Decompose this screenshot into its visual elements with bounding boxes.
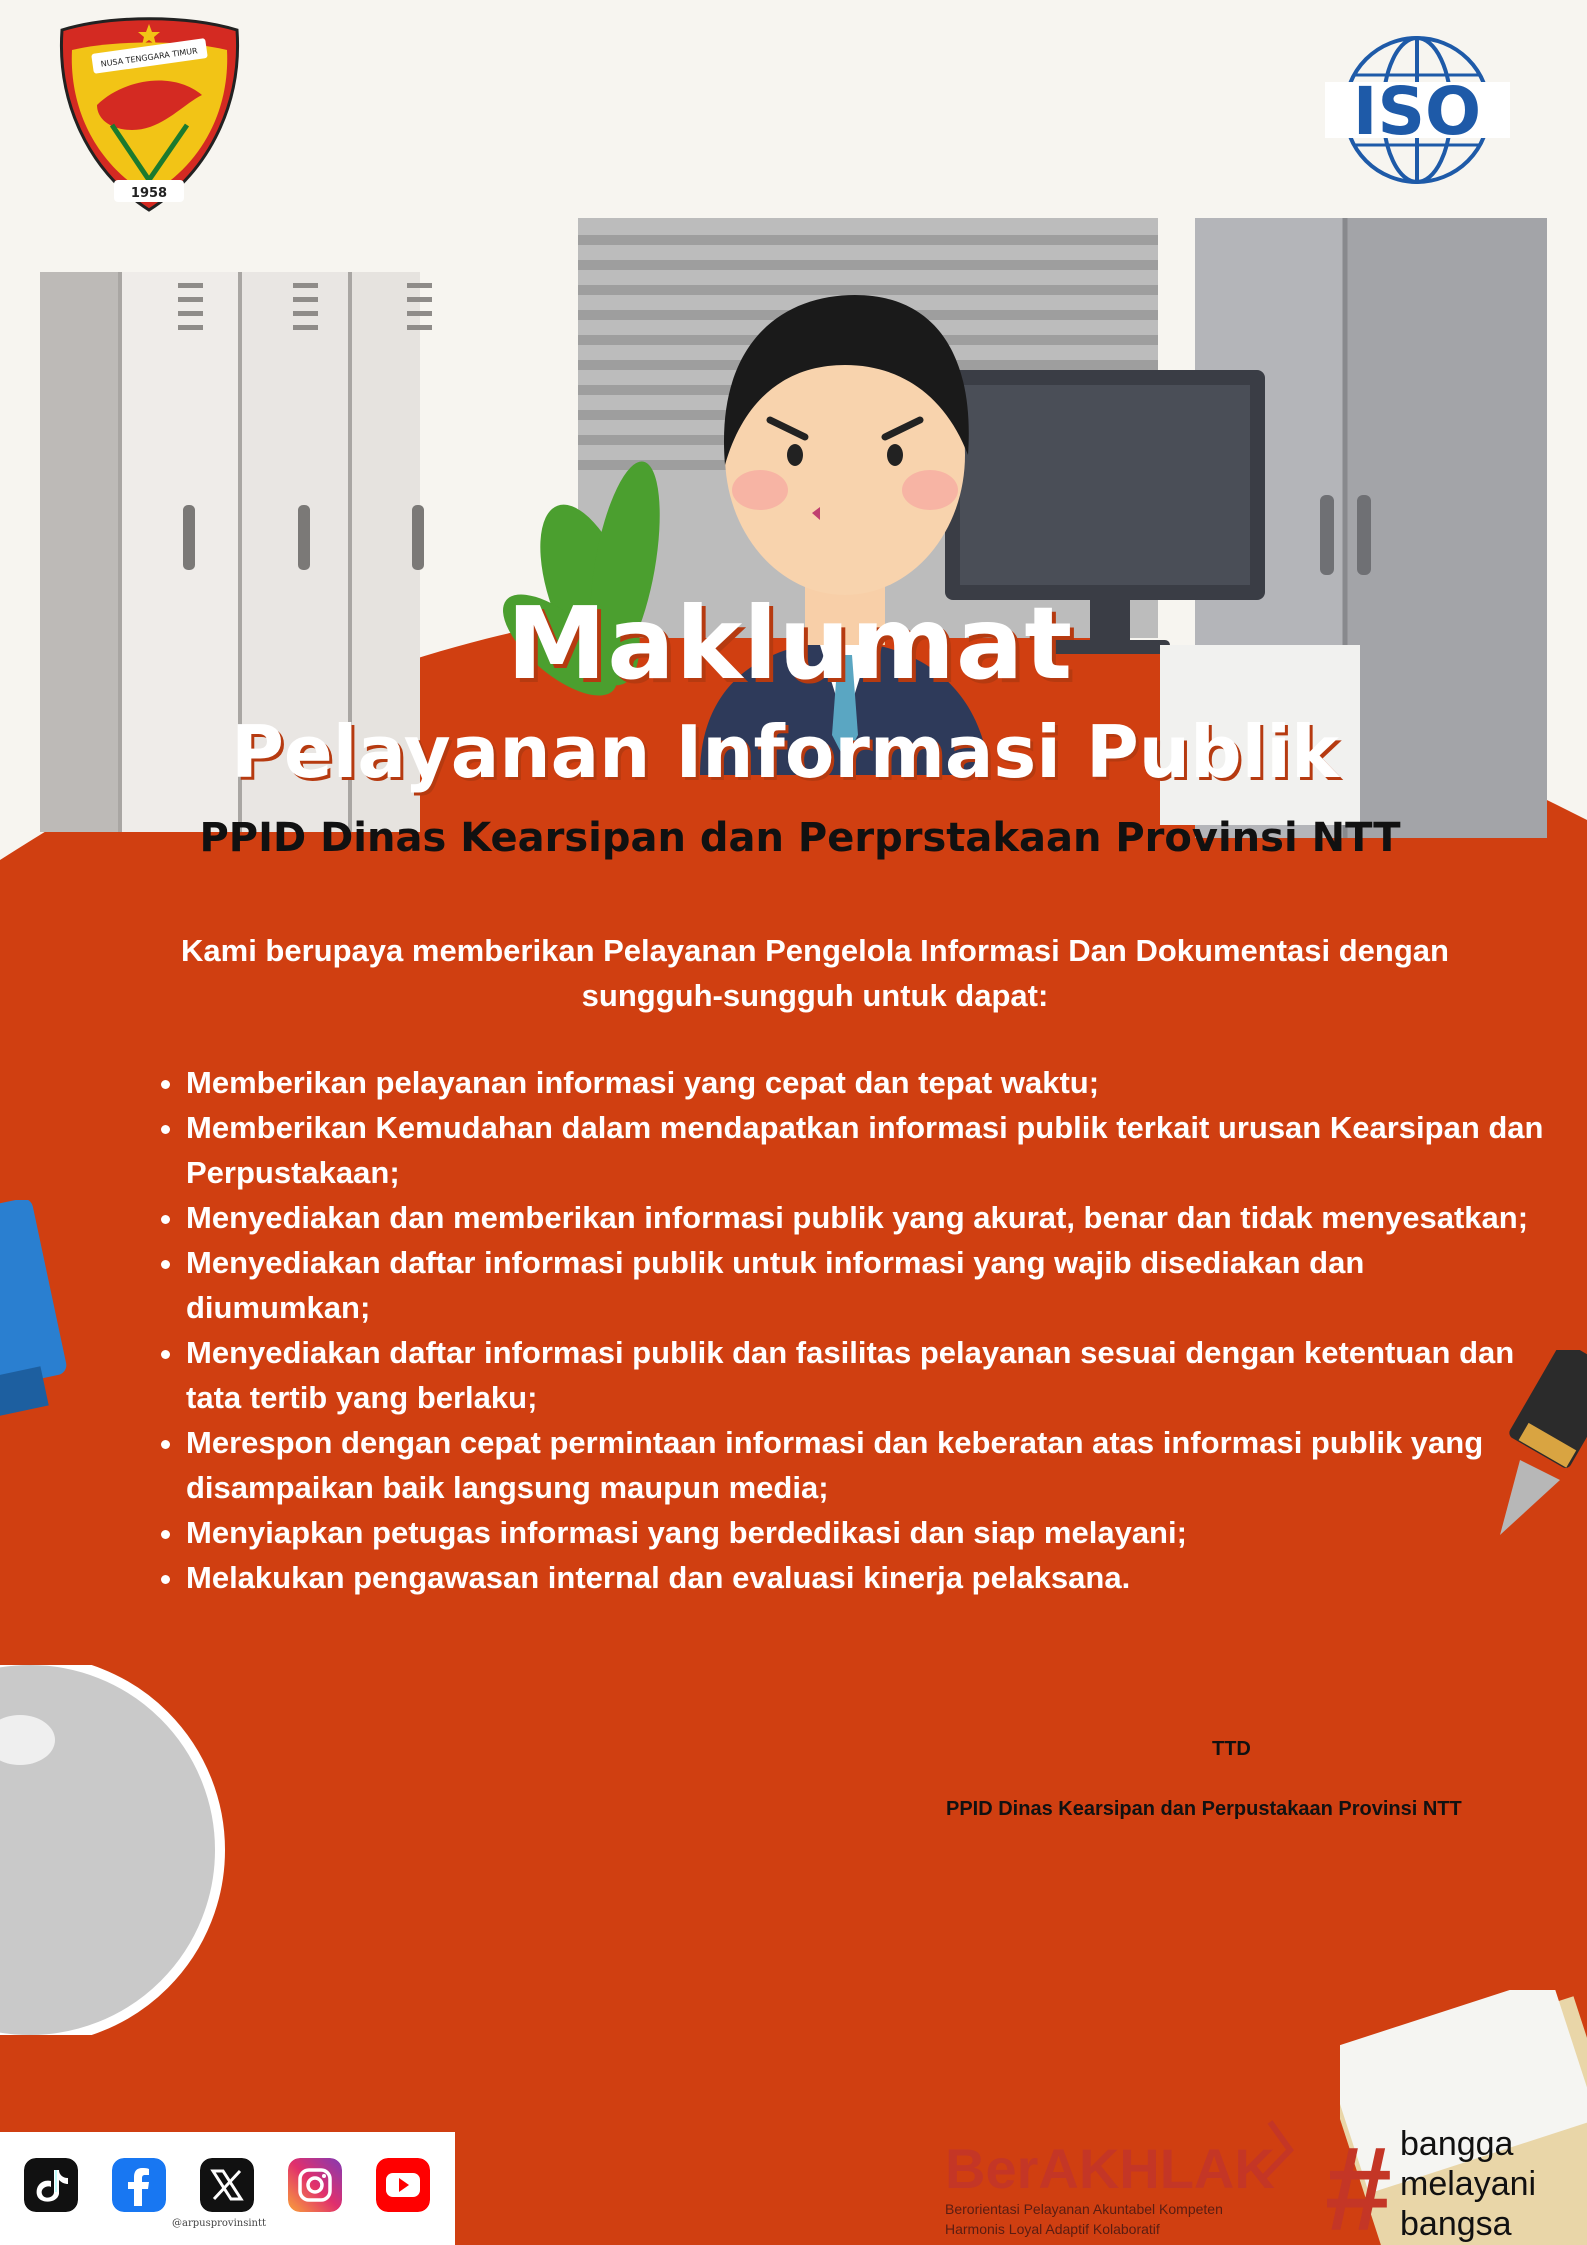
bangga-melayani-bangsa-logo [1325, 2115, 1587, 2245]
signature-ttd: TTD [1212, 1738, 1251, 1760]
svg-text:BerAKHLAK: BerAKHLAK [945, 2137, 1275, 2200]
iso-logo [1320, 30, 1515, 190]
instagram-icon[interactable] [288, 2158, 342, 2212]
svg-text:NUSA TENGGARA TIMUR: NUSA TENGGARA TIMUR [100, 46, 199, 69]
intro-paragraph: Kami berupaya memberikan Pelayanan Pengelola Informasi Dan Dokumentasi dengan sungguh-sungguh untuk dapat: [181, 933, 1449, 1013]
x-icon[interactable] [200, 2158, 254, 2212]
svg-text:bangga: bangga [1400, 2125, 1514, 2163]
svg-text:1958: 1958 [130, 186, 168, 201]
list-item: • Menyediakan daftar informasi publik untuk informasi yang wajib disediakan dan diumumkan; [186, 1240, 1546, 1330]
page-subtitle: Pelayanan Informasi Publik [231, 710, 1339, 794]
youtube-icon[interactable] [376, 2158, 430, 2212]
svg-text:ISO: ISO [1352, 73, 1482, 150]
svg-text:Berorientasi Pelayanan Akuntab: Berorientasi Pelayanan Akuntabel Kompeten [945, 2201, 1223, 2217]
list-item: • Menyediakan dan memberikan informasi publik yang akurat, benar dan tidak menyesatkan; [186, 1195, 1546, 1240]
list-item: • Merespon dengan cepat permintaan informasi dan keberatan atas informasi publik yang disampaikan baik langsung maupun media; [186, 1420, 1546, 1510]
ntt-province-emblem [52, 10, 247, 215]
globe-decoration [0, 1665, 230, 2035]
list-item: • Melakukan pengawasan internal dan evaluasi kinerja pelaksana. [186, 1555, 1546, 1600]
svg-text:#: # [1325, 2122, 1392, 2245]
list-item: • Menyiapkan petugas informasi yang berdedikasi dan siap melayani; [186, 1510, 1546, 1555]
office-illustration [0, 215, 1587, 915]
page-title: Maklumat [506, 585, 1074, 702]
facebook-icon[interactable] [112, 2158, 166, 2212]
list-item: • Menyediakan daftar informasi publik dan fasilitas pelayanan sesuai dengan ketentuan dan tata tertib yang berlaku; [186, 1330, 1546, 1420]
organization-heading: PPID Dinas Kearsipan dan Perprstakaan Provinsi NTT [199, 815, 1401, 861]
signature-organization: PPID Dinas Kearsipan dan Perpustakaan Provinsi NTT [946, 1798, 1462, 1820]
tiktok-icon[interactable] [24, 2158, 78, 2212]
svg-text:melayani: melayani [1400, 2165, 1537, 2203]
social-media-bar [0, 2132, 455, 2245]
berakhlak-logo [945, 2120, 1295, 2245]
social-handle: @arpusprovinsintt [172, 2218, 267, 2229]
list-item: • Memberikan Kemudahan dalam mendapatkan informasi publik terkait urusan Kearsipan dan Perpustakaan; [186, 1105, 1546, 1195]
svg-text:bangsa: bangsa [1400, 2205, 1512, 2243]
list-item: • Memberikan pelayanan informasi yang cepat dan tepat waktu; [186, 1060, 1546, 1105]
commitment-list [150, 1060, 1546, 1600]
blue-marker-decoration [0, 1200, 70, 1420]
svg-text:Harmonis Loyal Adaptif Kolabor: Harmonis Loyal Adaptif Kolaboratif [945, 2221, 1160, 2237]
